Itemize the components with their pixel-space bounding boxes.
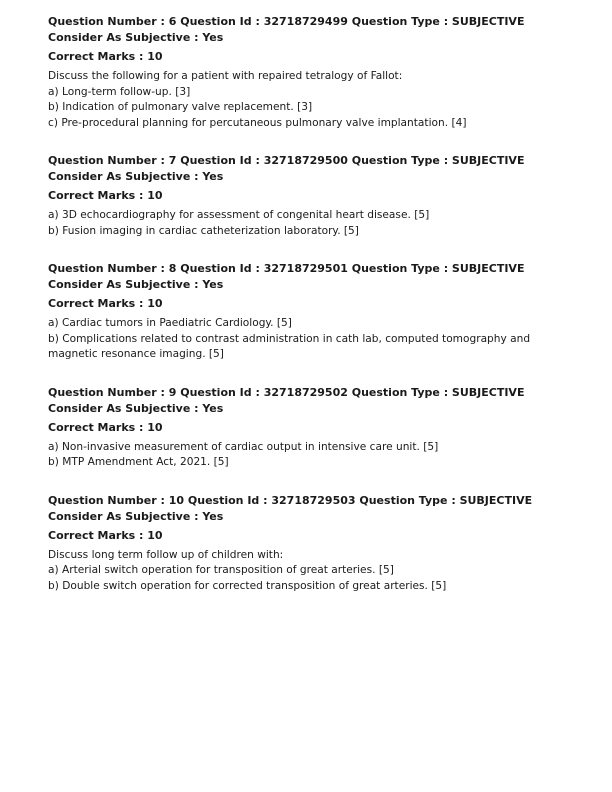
question-text [48,69,568,131]
spacer [48,363,568,385]
question-7 [48,153,568,239]
spacer [48,239,568,261]
question-9 [48,385,568,471]
question-header: Question Number : 6 Question Id : 32718729499 Question Type : SUBJECTIVE Consider As Subjective : Yes [48,15,525,44]
question-header: Question Number : 7 Question Id : 32718729500 Question Type : SUBJECTIVE Consider As Subjective : Yes [48,154,525,183]
correct-marks: Correct Marks : 10 [48,420,163,434]
correct-marks: Correct Marks : 10 [48,297,163,310]
question-line: a) Long-term follow-up. [3] [48,85,191,98]
question-line: Discuss the following for a patient with repaired tetralogy of Fallot: [48,70,403,82]
question-line: a) 3D echocardiography for assessment of congenital heart disease. [5] [48,209,430,221]
question-text [48,548,568,595]
question-header: Question Number : 9 Question Id : 32718729502 Question Type : SUBJECTIVE Consider As Subjective : Yes [48,385,525,415]
question-header: Question Number : 8 Question Id : 32718729501 Question Type : SUBJECTIVE Consider As Subjective : Yes [48,262,525,291]
question-line: b) MTP Amendment Act, 2021. [5] [48,456,229,468]
correct-marks: Correct Marks : 10 [48,50,163,63]
question-line: b) Complications related to contrast administration in cath lab, computed tomography and magnetic resonance imaging. [5] [48,332,531,360]
spacer [48,131,568,153]
correct-marks: Correct Marks : 10 [48,189,163,202]
question-line: a) Arterial switch operation for transposition of great arteries. [5] [48,564,394,576]
question-line: b) Double switch operation for corrected transposition of great arteries. [5] [48,579,447,592]
question-10 [48,493,568,595]
question-header: Question Number : 10 Question Id : 32718729503 Question Type : SUBJECTIVE Consider As Subjective : Yes [48,493,533,523]
correct-marks: Correct Marks : 10 [48,528,163,542]
question-line: a) Non-invasive measurement of cardiac output in intensive care unit. [5] [48,440,439,453]
question-8 [48,261,568,363]
question-text [48,316,568,363]
question-line: Discuss long term follow up of children with: [48,548,284,561]
question-text [48,440,568,471]
question-line: b) Indication of pulmonary valve replacement. [3] [48,101,313,113]
question-line: b) Fusion imaging in cardiac catheterization laboratory. [5] [48,224,359,237]
question-line: a) Cardiac tumors in Paediatric Cardiology. [5] [48,317,292,329]
question-text [48,208,568,239]
question-line: c) Pre-procedural planning for percutaneous pulmonary valve implantation. [4] [48,116,467,129]
spacer [48,471,568,493]
question-6 [48,14,568,131]
question-paper [48,14,568,594]
